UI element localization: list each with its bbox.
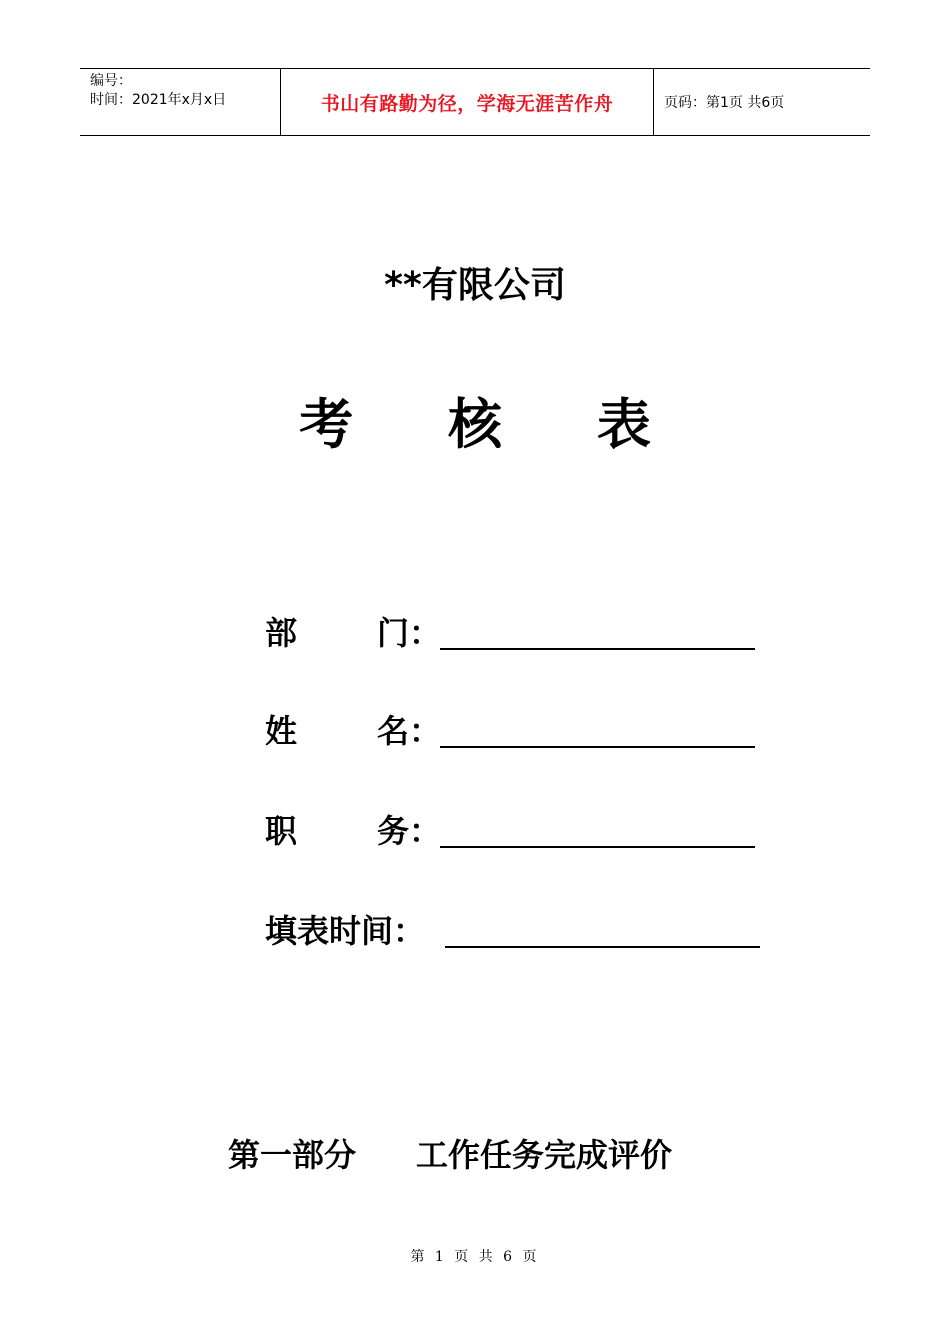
motto-text: 书山有路勤为径，学海无涯苦作舟 (320, 92, 614, 115)
department-colon: ： (409, 614, 442, 652)
department-field (265, 610, 765, 660)
department-label-char-2: 门 (376, 614, 409, 652)
fill-date-label: 填表时间： (265, 912, 426, 950)
section-name: 工作任务完成评价 (416, 1136, 673, 1174)
department-input-line[interactable] (440, 648, 755, 650)
department-label-char-1: 部 (265, 614, 298, 652)
fill-date-input-line[interactable] (445, 946, 760, 948)
position-field (265, 808, 765, 858)
department-label (265, 610, 409, 656)
title-char-1: 考 (299, 393, 354, 456)
title-char-3: 表 (596, 393, 651, 456)
fill-date-field (265, 908, 765, 958)
header-meta-cell (80, 69, 281, 135)
section-part: 第一部分 (228, 1136, 357, 1174)
name-label (265, 708, 409, 754)
document-title (0, 390, 950, 460)
page-info: 页码：第1页 共6页 (664, 95, 785, 111)
section-heading (228, 1132, 672, 1178)
position-input-line[interactable] (440, 846, 755, 848)
name-input-line[interactable] (440, 746, 755, 748)
position-label-char-2: 务 (376, 812, 409, 850)
name-label-char-1: 姓 (265, 712, 298, 750)
header-page-cell (654, 69, 870, 135)
date-label: 时间：2021年x月x日 (90, 92, 227, 108)
title-char-2: 核 (448, 393, 502, 456)
position-label (265, 808, 409, 854)
position-label-char-1: 职 (265, 812, 298, 850)
header-motto-cell (281, 69, 654, 135)
number-label: 编号： (90, 73, 132, 89)
company-name: **有限公司 (384, 265, 566, 306)
name-colon: ： (409, 712, 442, 750)
position-colon: ： (409, 812, 442, 850)
page-header (80, 68, 870, 136)
name-field (265, 708, 765, 758)
page-footer: 第 1 页 共 6 页 (410, 1249, 540, 1265)
name-label-char-2: 名 (376, 712, 409, 750)
